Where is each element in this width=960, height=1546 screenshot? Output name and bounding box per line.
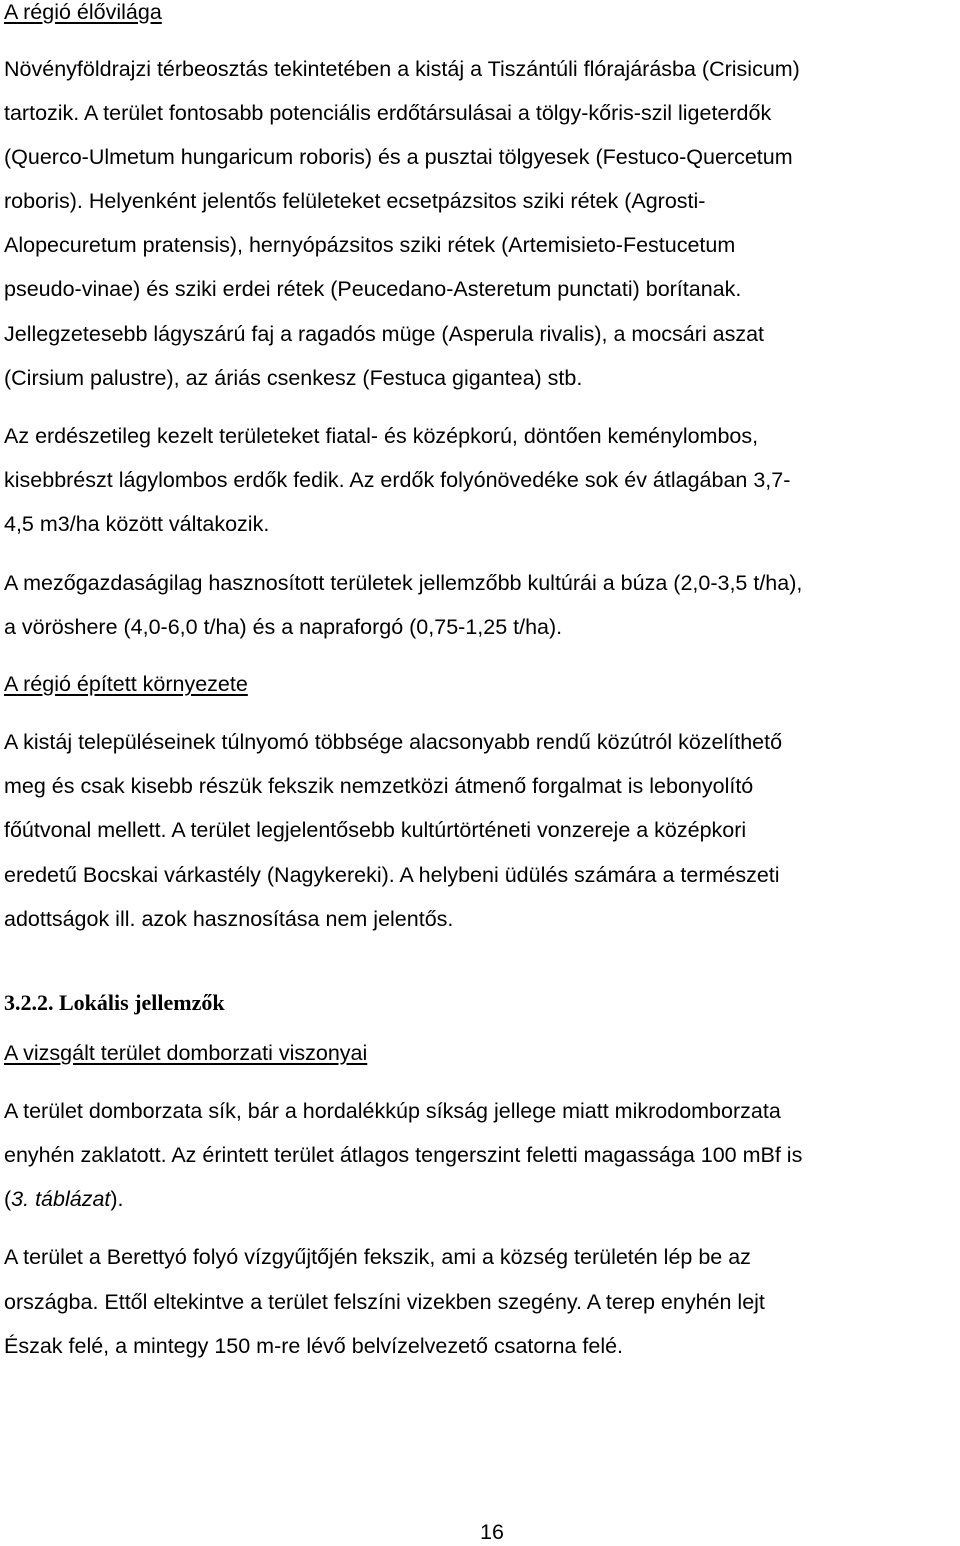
paragraph-line: A terület a Berettyó folyó vízgyűjtőjén fekszik, ami a község területén lép be az: [4, 1245, 751, 1269]
paragraph-line: kisebbrészt lágylombos erdők fedik. Az erdők folyónövedéke sok év átlagában 3,7-: [4, 468, 791, 492]
paragraph-line: főútvonal mellett. A terület legjelentősebb kultúrtörténeti vonzereje a középkori: [4, 818, 747, 842]
page-number: 16: [480, 1520, 504, 1544]
section-heading-built-environment: A régió épített környezete: [4, 672, 248, 696]
paragraph-line: a vöröshere (4,0-6,0 t/ha) és a napraforgó (0,75-1,25 t/ha).: [4, 615, 563, 639]
paragraph-line: A kistáj településeinek túlnyomó többsége alacsonyabb rendű közútról közelíthető: [4, 730, 783, 754]
paragraph-line: Jellegzetesebb lágyszárú faj a ragadós müge (Asperula rivalis), a mocsári aszat: [4, 322, 765, 346]
paragraph-line: eredetű Bocskai várkastély (Nagykereki). A helybeni üdülés számára a természeti: [4, 863, 780, 887]
text-fragment: ).: [110, 1187, 124, 1211]
paragraph-line-table-ref: [4, 1185, 124, 1213]
paragraph-line: 4,5 m3/ha között váltakozik.: [4, 512, 270, 536]
section-heading-wildlife: A régió élővilága: [4, 0, 162, 24]
paragraph-line: pseudo-vinae) és sziki erdei rétek (Peucedano-Asteretum punctati) borítanak.: [4, 277, 742, 301]
table-reference: 3. táblázat: [11, 1187, 111, 1211]
paragraph-line: Az erdészetileg kezelt területeket fiatal- és középkorú, döntően keménylombos,: [4, 424, 759, 448]
text-fragment: (: [4, 1187, 12, 1211]
paragraph-line: Észak felé, a mintegy 150 m-re lévő belvízelvezető csatorna felé.: [4, 1334, 624, 1358]
paragraph-line: adottságok ill. azok hasznosítása nem jelentős.: [4, 907, 454, 931]
paragraph-line: Alopecuretum pratensis), hernyópázsitos sziki rétek (Artemisieto-Festucetum: [4, 233, 736, 257]
section-heading-relief: A vizsgált terület domborzati viszonyai: [4, 1041, 368, 1065]
paragraph-line: enyhén zaklatott. Az érintett terület átlagos tengerszint feletti magassága 100 mBf is: [4, 1143, 803, 1167]
paragraph-line: roboris). Helyenként jelentős felületeket ecsetpázsitos sziki rétek (Agrosti-: [4, 189, 706, 213]
paragraph-line: Növényföldrajzi térbeosztás tekintetében a kistáj a Tiszántúli flórajárásba (Crisicum): [4, 57, 800, 81]
paragraph-line: A terület domborzata sík, bár a hordalékkúp síkság jellege miatt mikrodomborzata: [4, 1099, 781, 1123]
paragraph-line: tartozik. A terület fontosabb potenciális erdőtársulásai a tölgy-kőris-szil ligeterdők: [4, 101, 772, 125]
subsection-number-heading: 3.2.2. Lokális jellemzők: [4, 990, 225, 1015]
paragraph-line: meg és csak kisebb részük fekszik nemzetközi átmenő forgalmat is lebonyolító: [4, 774, 754, 798]
paragraph-line: (Cirsium palustre), az áriás csenkesz (Festuca gigantea) stb.: [4, 366, 583, 390]
paragraph-line: országba. Ettől eltekintve a terület felszíni vizekben szegény. A terep enyhén lejt: [4, 1290, 765, 1314]
paragraph-line: (Querco-Ulmetum hungaricum roboris) és a pusztai tölgyesek (Festuco-Quercetum: [4, 145, 793, 169]
paragraph-line: A mezőgazdaságilag hasznosított területek jellemzőbb kultúrái a búza (2,0-3,5 t/ha),: [4, 571, 803, 595]
